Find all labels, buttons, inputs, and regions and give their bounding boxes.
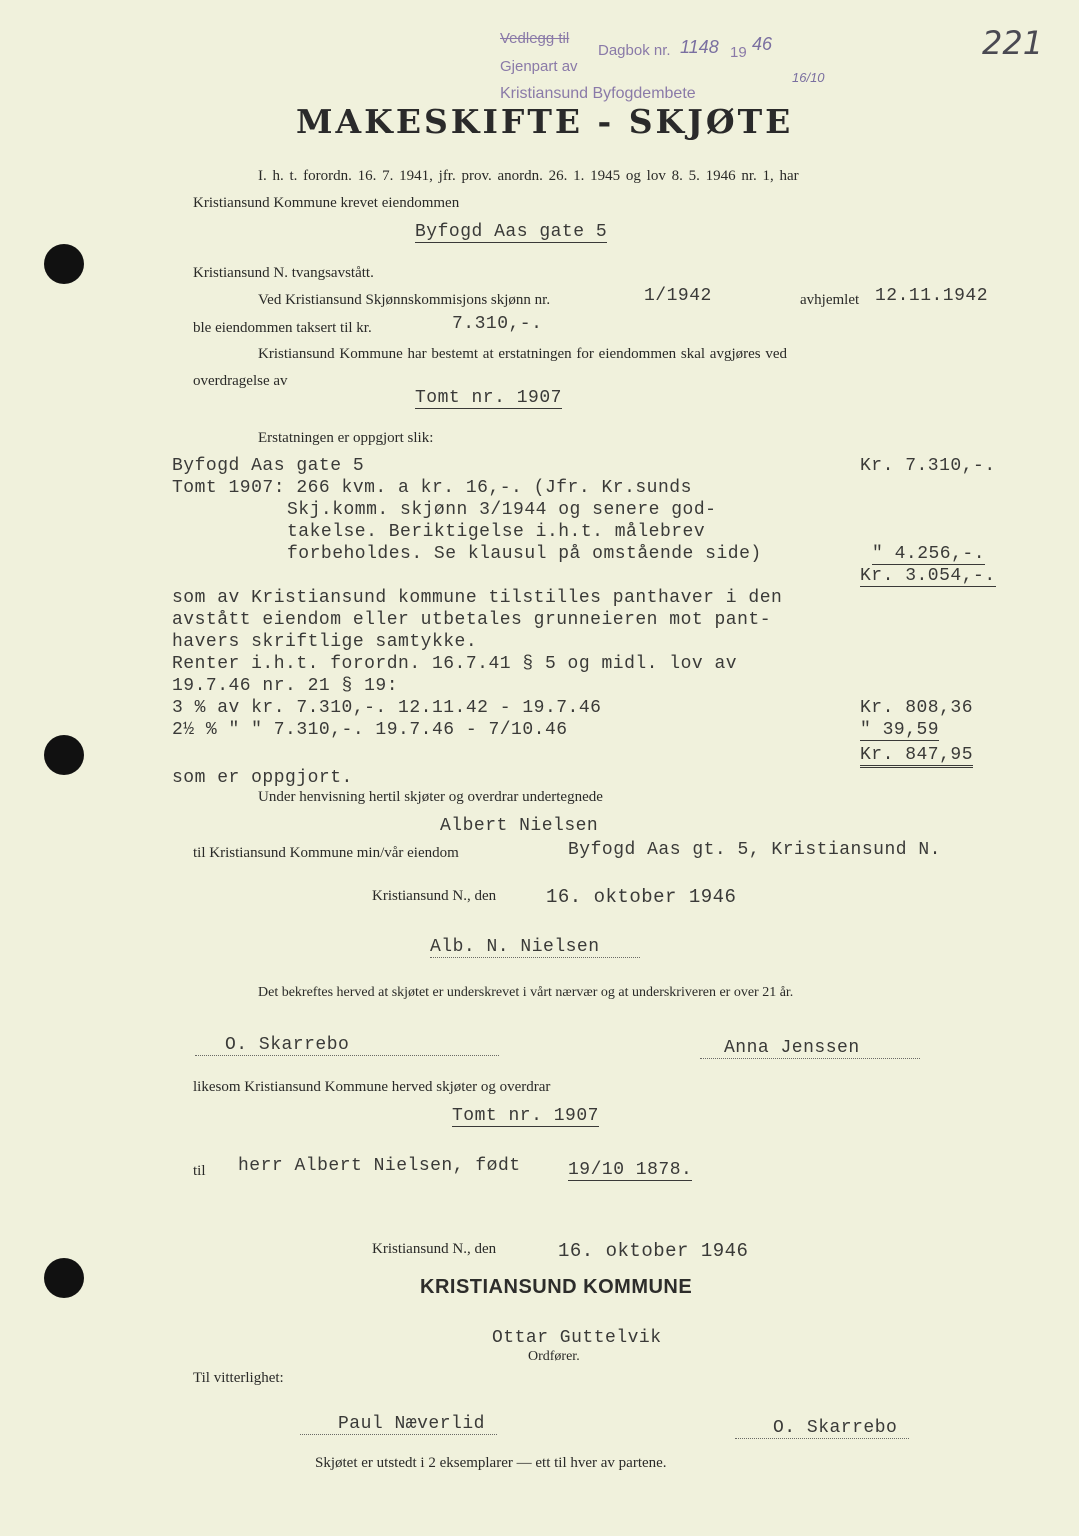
- witness-2: Anna Jenssen: [700, 1038, 920, 1059]
- bestemt-line-1: Kristiansund Kommune har bestemt at erstatningen for eiendommen skal avgjøres ved: [258, 346, 788, 362]
- date-2-value: 16. oktober 1946: [558, 1240, 749, 1262]
- document-title: MAKESKIFTE - SKJØTE: [296, 102, 794, 141]
- calc-row-5-left: forbeholdes. Se klausul på omstående side): [287, 544, 762, 564]
- til-born: 19/10 1878.: [568, 1160, 693, 1180]
- calc-row-10: Renter i.h.t. forordn. 16.7.41 § 5 og midl. lov av: [172, 654, 738, 674]
- date-1-value: 16. oktober 1946: [546, 886, 737, 908]
- date-1-prefix: Kristiansund N., den: [372, 888, 497, 904]
- skjonn-number: 1/1942: [644, 286, 712, 306]
- calc-row-1-right: Kr. 7.310,-.: [860, 456, 996, 476]
- witness-1: O. Skarrebo: [195, 1035, 499, 1056]
- calc-row-8: avstått eiendom eller utbetales grunneieren mot pant-: [172, 610, 771, 630]
- calc-row-14-right: Kr. 847,95: [860, 745, 973, 768]
- til-prefix: til: [193, 1163, 206, 1179]
- intro-line-1: I. h. t. forordn. 16. 7. 1941, jfr. prov. anordn. 26. 1. 1945 og lov 8. 5. 1946 nr. 1, har: [258, 168, 799, 184]
- stamp-year-prefix: 19: [730, 44, 747, 61]
- footer-line: Skjøtet er utstedt i 2 eksemplarer — ett til hver av partene.: [315, 1455, 667, 1471]
- stamp-dagbok-label: Dagbok nr.: [598, 42, 671, 59]
- punch-hole-3: [44, 1258, 84, 1298]
- calc-row-5-right: " 4.256,-.: [872, 544, 986, 564]
- stamp-year-hand: 46: [752, 34, 773, 54]
- avhjemlet-label: avhjemlet: [800, 292, 860, 308]
- kommune-name: KRISTIANSUND KOMMUNE: [420, 1276, 693, 1298]
- vitne-2: O. Skarrebo: [735, 1418, 909, 1439]
- oppgjort-label: Erstatningen er oppgjort slik:: [258, 430, 434, 446]
- punch-hole-1: [44, 244, 84, 284]
- calc-row-7: som av Kristiansund kommune tilstilles panthaver i den: [172, 588, 783, 608]
- stamp-line-vedlegg: Vedlegg til: [500, 30, 570, 47]
- vitterlighet-label: Til vitterlighet:: [193, 1370, 284, 1386]
- punch-hole-2: [44, 735, 84, 775]
- mayor-title: Ordfører.: [528, 1349, 580, 1364]
- date-2-prefix: Kristiansund N., den: [372, 1241, 497, 1257]
- calc-row-9: havers skriftlige samtykke.: [172, 632, 478, 652]
- bekreftes-line: Det bekreftes herved at skjøtet er underskrevet i vårt nærvær og at underskriveren er over 21 år.: [258, 985, 794, 1000]
- eiendom-prefix: til Kristiansund Kommune min/vår eiendom: [193, 845, 459, 861]
- calc-row-2: Tomt 1907: 266 kvm. a kr. 16,-. (Jfr. Kr.sunds: [172, 478, 692, 498]
- skjonn-label: Ved Kristiansund Skjønnskommisjons skjønn nr.: [258, 292, 551, 308]
- property-name: Byfogd Aas gate 5: [415, 222, 608, 242]
- calc-row-13-right: " 39,59: [860, 720, 940, 740]
- calc-row-11: 19.7.46 nr. 21 § 19:: [172, 676, 399, 696]
- calc-row-12-left: 3 % av kr. 7.310,-. 12.11.42 - 19.7.46: [172, 698, 602, 718]
- mayor-name: Ottar Guttelvik: [492, 1328, 662, 1348]
- til-value: herr Albert Nielsen, født: [238, 1156, 521, 1176]
- calc-row-15: som er oppgjort.: [172, 768, 353, 788]
- taksert-value: 7.310,-.: [452, 314, 543, 334]
- calc-row-3: Skj.komm. skjønn 3/1944 og senere god-: [287, 500, 717, 520]
- intro-line-2: Kristiansund Kommune krevet eiendommen: [193, 195, 460, 211]
- calc-row-6-right: Kr. 3.054,-.: [860, 566, 996, 586]
- avhjemlet-date: 12.11.1942: [875, 286, 989, 306]
- taksert-label: ble eiendommen taksert til kr.: [193, 320, 372, 336]
- stamp-date-hand: 16/10: [792, 70, 825, 85]
- tomt-second: Tomt nr. 1907: [452, 1106, 599, 1126]
- vitne-1: Paul Næverlid: [300, 1414, 497, 1435]
- seller-signature: Alb. N. Nielsen: [430, 937, 640, 958]
- tomt-first: Tomt nr. 1907: [415, 388, 562, 408]
- bestemt-line-2: overdragelse av: [193, 373, 288, 389]
- calc-row-4: takelse. Beriktigelse i.h.t. målebrev: [287, 522, 706, 542]
- calc-row-13-left: 2½ % " " 7.310,-. 19.7.46 - 7/10.46: [172, 720, 568, 740]
- page-number: 221: [982, 24, 1044, 62]
- likesom-line: likesom Kristiansund Kommune herved skjøter og overdrar: [193, 1079, 551, 1095]
- tvangsavstatt-line: Kristiansund N. tvangsavstått.: [193, 265, 374, 281]
- eiendom-value: Byfogd Aas gt. 5, Kristiansund N.: [568, 840, 941, 860]
- seller-name: Albert Nielsen: [440, 816, 599, 836]
- stamp-line-office: Kristiansund Byfogdembete: [500, 85, 696, 102]
- henvisning-line: Under henvisning hertil skjøter og overdrar undertegnede: [258, 789, 603, 805]
- calc-row-12-right: Kr. 808,36: [860, 698, 974, 718]
- stamp-dagbok-number: 1148: [680, 37, 719, 57]
- calc-row-1-left: Byfogd Aas gate 5: [172, 456, 365, 476]
- stamp-line-gjenpart: Gjenpart av: [500, 58, 578, 75]
